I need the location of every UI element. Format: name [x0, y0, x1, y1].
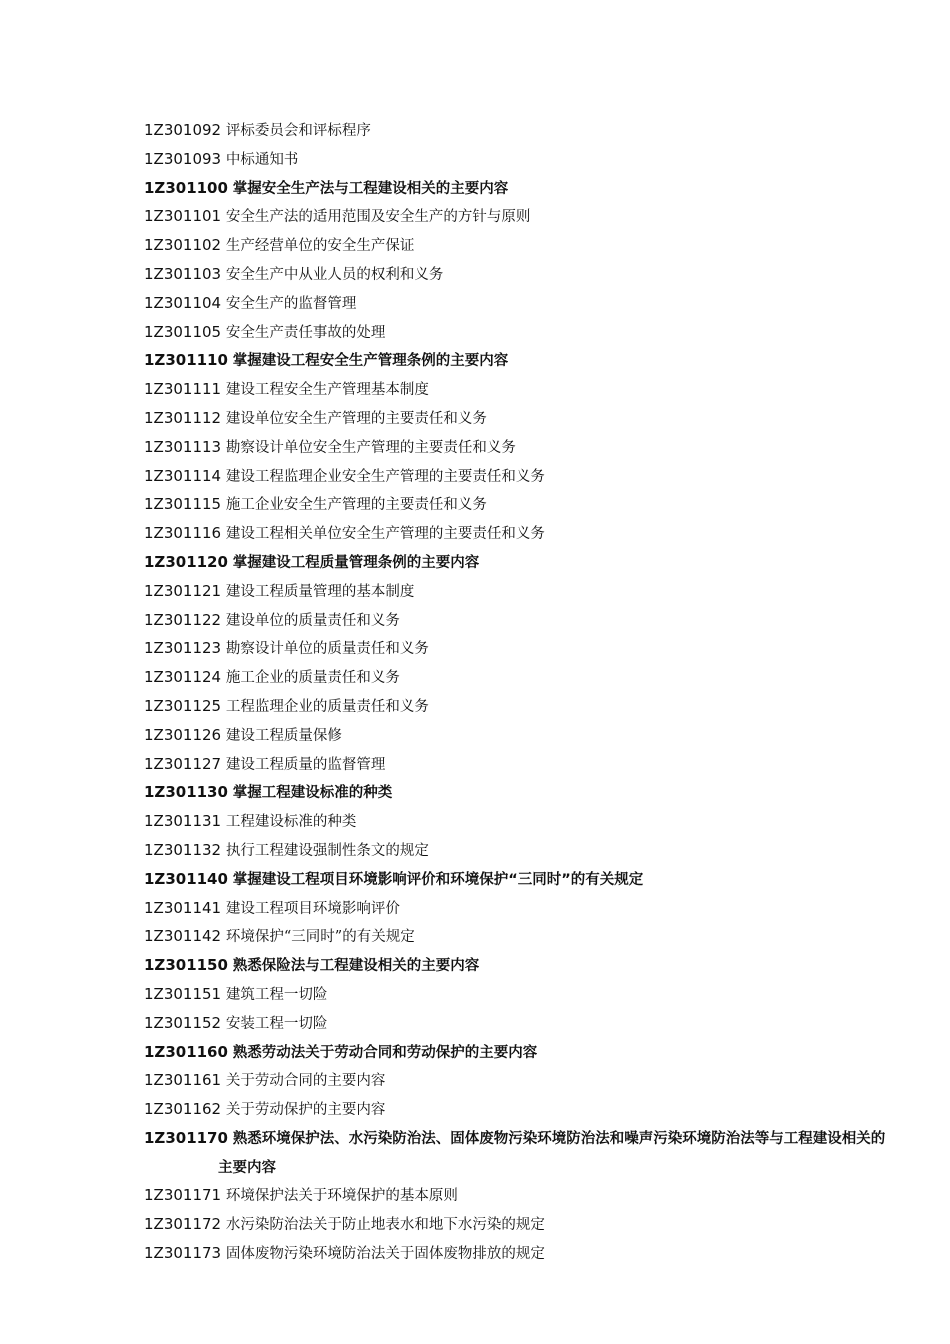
outline-item: [144, 434, 824, 463]
outline-item: [144, 635, 824, 664]
item-code: 1Z301141: [144, 898, 222, 917]
section-title: 掌握建设工程项目环境影响评价和环境保护“三同时”的有关规定: [232, 871, 644, 888]
item-title: 工程建设标准的种类: [225, 814, 357, 831]
item-title: 安全生产责任事故的处理: [225, 324, 386, 341]
item-code: 1Z301172: [144, 1215, 222, 1234]
item-title: 建设工程质量管理的基本制度: [225, 583, 415, 600]
outline-item: [144, 751, 824, 780]
outline-item: [144, 319, 824, 348]
item-code: 1Z301131: [144, 812, 222, 831]
item-title: 执行工程建设强制性条文的规定: [225, 842, 429, 859]
item-code: 1Z301161: [144, 1071, 222, 1090]
item-code: 1Z301173: [144, 1244, 222, 1263]
outline-item: [144, 895, 824, 924]
outline-item: [144, 1182, 824, 1211]
syllabus-outline: [144, 117, 886, 1269]
outline-item: [144, 664, 824, 693]
section-code: 1Z301100: [144, 178, 228, 197]
outline-item: [144, 463, 824, 492]
outline-item: [144, 981, 824, 1010]
item-title: 生产经营单位的安全生产保证: [225, 238, 415, 255]
item-code: 1Z301142: [144, 927, 222, 946]
item-title: 安全生产中从业人员的权利和义务: [225, 266, 444, 283]
section-title: 掌握建设工程安全生产管理条例的主要内容: [232, 353, 509, 370]
item-title: 工程监理企业的质量责任和义务: [225, 698, 429, 715]
item-code: 1Z301102: [144, 236, 222, 255]
outline-item: [144, 837, 824, 866]
outline-item: [144, 722, 824, 751]
section-title: 熟悉劳动法关于劳动合同和劳动保护的主要内容: [232, 1044, 538, 1061]
item-title: 建设工程质量的监督管理: [225, 756, 386, 773]
item-title: 固体废物污染环境防治法关于固体废物排放的规定: [225, 1246, 545, 1263]
section-title: 掌握建设工程质量管理条例的主要内容: [232, 554, 480, 571]
item-title: 环境保护法关于环境保护的基本原则: [225, 1188, 458, 1205]
item-title: 勘察设计单位的质量责任和义务: [225, 641, 429, 658]
item-code: 1Z301105: [144, 322, 222, 341]
section-code: 1Z301130: [144, 783, 228, 802]
item-code: 1Z301152: [144, 1013, 222, 1032]
section-title: 掌握安全生产法与工程建设相关的主要内容: [232, 180, 509, 197]
outline-item: [144, 261, 824, 290]
outline-item: [144, 203, 824, 232]
item-code: 1Z301093: [144, 149, 222, 168]
outline-item: [144, 520, 824, 549]
item-code: 1Z301114: [144, 466, 222, 485]
outline-item: [144, 491, 824, 520]
item-title: 施工企业的质量责任和义务: [225, 670, 400, 687]
item-title: 建设单位的质量责任和义务: [225, 612, 400, 629]
outline-item: [144, 146, 824, 175]
item-title: 安全生产法的适用范围及安全生产的方针与原则: [225, 209, 531, 226]
item-code: 1Z301116: [144, 524, 222, 543]
outline-item: [144, 607, 824, 636]
section-code: 1Z301160: [144, 1042, 228, 1061]
item-code: 1Z301125: [144, 696, 222, 715]
item-code: 1Z301104: [144, 293, 222, 312]
item-title: 环境保护“三同时”的有关规定: [225, 929, 415, 946]
item-code: 1Z301132: [144, 840, 222, 859]
item-title: 建筑工程一切险: [225, 986, 328, 1003]
item-code: 1Z301124: [144, 668, 222, 687]
item-code: 1Z301113: [144, 437, 222, 456]
outline-item: [144, 1010, 824, 1039]
item-title: 建设工程项目环境影响评价: [225, 900, 400, 917]
item-code: 1Z301121: [144, 581, 222, 600]
outline-item: [144, 376, 824, 405]
item-title: 关于劳动保护的主要内容: [225, 1102, 386, 1119]
item-code: 1Z301112: [144, 408, 222, 427]
item-title: 建设工程质量保修: [225, 727, 342, 744]
item-title: 关于劳动合同的主要内容: [225, 1073, 386, 1090]
section-heading: [144, 779, 824, 808]
item-title: 中标通知书: [225, 151, 299, 168]
outline-item: [144, 405, 824, 434]
item-title: 建设工程监理企业安全生产管理的主要责任和义务: [225, 468, 545, 485]
item-code: 1Z301151: [144, 984, 222, 1003]
item-title: 安全生产的监督管理: [225, 295, 357, 312]
section-code: 1Z301140: [144, 869, 228, 888]
section-code: 1Z301150: [144, 956, 228, 975]
section-title: 掌握工程建设标准的种类: [232, 785, 393, 802]
item-code: 1Z301126: [144, 725, 222, 744]
section-code: 1Z301120: [144, 552, 228, 571]
outline-item: [144, 693, 824, 722]
item-code: 1Z301092: [144, 121, 222, 139]
item-title: 评标委员会和评标程序: [225, 123, 371, 139]
section-heading: [144, 866, 824, 895]
item-code: 1Z301162: [144, 1100, 222, 1119]
item-title: 建设单位安全生产管理的主要责任和义务: [225, 410, 487, 427]
outline-item: [144, 1211, 824, 1240]
outline-item: [144, 1096, 824, 1125]
item-title: 安装工程一切险: [225, 1015, 328, 1032]
section-code: 1Z301170: [144, 1128, 228, 1147]
section-title: 熟悉环境保护法、水污染防治法、固体废物污染环境防治法和噪声污染环境防治法等与工程建设相关的主要内容: [218, 1130, 886, 1176]
outline-item: [144, 1067, 824, 1096]
item-title: 施工企业安全生产管理的主要责任和义务: [225, 497, 487, 514]
item-title: 建设工程安全生产管理基本制度: [225, 382, 429, 399]
section-heading: [144, 549, 824, 578]
section-code: 1Z301110: [144, 351, 228, 370]
section-heading: [144, 175, 824, 204]
outline-item: [144, 1240, 824, 1269]
outline-item: [144, 117, 824, 146]
outline-item: [144, 578, 824, 607]
item-title: 建设工程相关单位安全生产管理的主要责任和义务: [225, 526, 545, 543]
item-code: 1Z301103: [144, 264, 222, 283]
section-heading: [144, 1039, 824, 1068]
section-title: 熟悉保险法与工程建设相关的主要内容: [232, 958, 480, 975]
outline-item: [144, 808, 824, 837]
item-code: 1Z301127: [144, 754, 222, 773]
item-code: 1Z301101: [144, 207, 222, 226]
item-title: 水污染防治法关于防止地表水和地下水污染的规定: [225, 1217, 545, 1234]
outline-item: [144, 923, 824, 952]
section-heading: [144, 952, 824, 981]
item-code: 1Z301123: [144, 639, 222, 658]
item-title: 勘察设计单位安全生产管理的主要责任和义务: [225, 439, 516, 456]
outline-item: [144, 290, 824, 319]
item-code: 1Z301171: [144, 1186, 222, 1205]
outline-item: [144, 232, 824, 261]
section-heading: [144, 1125, 888, 1183]
item-code: 1Z301115: [144, 495, 222, 514]
item-code: 1Z301122: [144, 610, 222, 629]
item-code: 1Z301111: [144, 380, 222, 399]
section-heading: [144, 347, 824, 376]
